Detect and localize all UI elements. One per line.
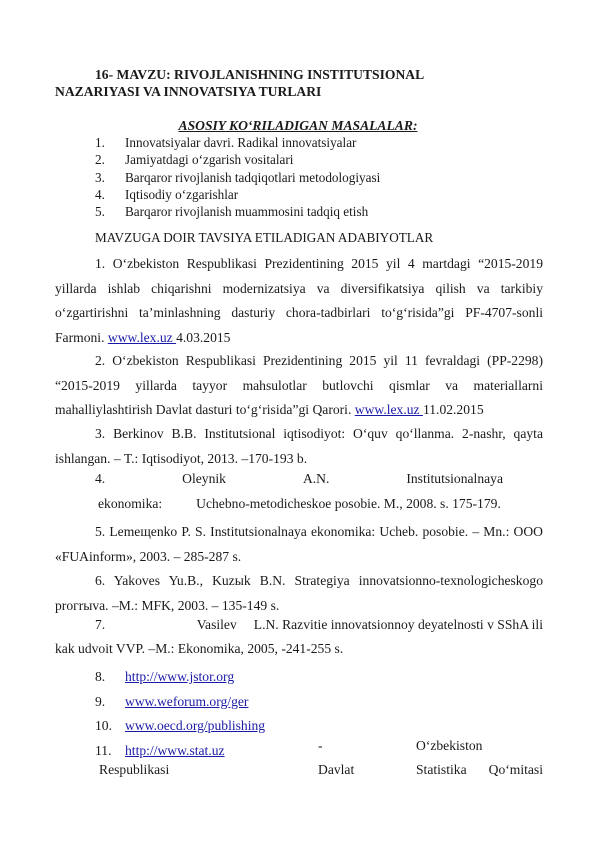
list-text: Innovatsiyalar davri. Radikal innovatsiyalar [125, 135, 357, 150]
web-link[interactable]: www.weforum.org/ger [125, 693, 249, 709]
list-number: 9. [95, 693, 106, 709]
web-link[interactable]: www.oecd.org/publishing [125, 718, 266, 733]
list-number: 1. [95, 135, 105, 150]
reference-date: 11.02.2015 [422, 402, 484, 417]
literature-heading: MAVZUGA DOIR TAVSIYA ETILADIGAN ADABIYOTLAR [95, 230, 434, 245]
stat-dash: - [318, 738, 323, 753]
title-line-2: NAZARIYASI VA INNOVATSIYA TURLARI [55, 84, 322, 99]
list-number: 2. [95, 152, 105, 168]
reference-3: 3. Berkinov B.B. Institutsional iqtisodiyot: O‘quv qo‘llanma. 2-nashr, qayta ishlangan. – T.: Iqtisodiyot, 2013. –170-193 b. [55, 426, 543, 466]
reference-text: Vasilev L.N. Razvitie innovatsionnoy deyatelnosti v SShA ili [196, 617, 543, 632]
reference-5: 5. Lemeщenko P. S. Institutsionalnaya ekonomika: Ucheb. posobie. – Mn.: OOO «FUAinform», 2003. – 285-287 s. [55, 524, 543, 564]
page-title [55, 66, 555, 100]
reference-number: 7. [95, 617, 106, 632]
list-number: 8. [95, 669, 106, 684]
list-item [95, 739, 265, 764]
reference-2 [55, 349, 543, 423]
list-number: 5. [95, 204, 105, 220]
reference-7-line-1 [95, 617, 543, 633]
reference-1 [55, 252, 543, 350]
reference-7-line-2: kak udvoit VVP. –M.: Ekonomika, 2005, -241-255 s. [55, 641, 344, 656]
reference-author: Oleynik [182, 471, 226, 486]
list-item [95, 690, 265, 715]
title-line-1: 16- MAVZU: RIVOJLANISHNING INSTITUTSIONAL [95, 67, 425, 82]
list-item [95, 134, 380, 151]
list-item [95, 665, 265, 690]
list-item [95, 714, 265, 739]
reference-4-line-1 [95, 471, 543, 487]
section-subheading: ASOSIY KO‘RILADIGAN MASALALAR: [178, 118, 418, 133]
reference-initials: A.N. [302, 471, 330, 486]
reference-text: 2. O‘zbekiston Respublikasi Prezidentining 2015 yil 11 fevraldagi (PP-2298) “2015-2019 yillarda tayyor mahsulotlar butlovchi qismlar va materiallarni mahalliylashtirish Davlat dasturi to‘g‘risida”gi Qarori. [55, 353, 543, 417]
reference-link[interactable]: www.lex.uz [354, 402, 423, 417]
list-item [95, 151, 380, 168]
reference-title-part: Institutsionalnaya [406, 471, 503, 486]
reference-link[interactable]: www.lex.uz [107, 329, 177, 345]
stat-word-republic: Respublikasi [99, 762, 170, 777]
stat-word-statistics: Statistika [416, 762, 467, 777]
web-link[interactable]: http://www.stat.uz [125, 742, 225, 758]
list-text: Barqaror rivojlanish tadqiqotlari metodologiyasi [125, 169, 381, 185]
list-text: Jamiyatdagi o‘zgarish vositalari [125, 152, 294, 168]
list-text: Barqaror rivojlanish muammosini tadqiq etish [125, 204, 369, 220]
task-list [95, 134, 380, 220]
stat-word-committee: Qo‘mitasi [488, 762, 543, 777]
reference-4-line-2: ekonomika: Uchebno-metodicheskoe posobie. M., 2008. s. 175-179. [98, 496, 501, 511]
web-link[interactable]: http://www.jstor.org [125, 669, 235, 684]
reference-text: 1. O‘zbekiston Respublikasi Prezidentining 2015 yil 4 martdagi “2015-2019 yillarda ishlab chiqarishni modernizatsiya va diversifikatsiya qilish va tarkibiy o‘zgartirishni ta’minlashning dasturiy chora-tadbirlari to‘g‘risida”gi PF-4707-sonli Farmoni. [55, 256, 543, 345]
stat-word-state: Davlat [318, 762, 355, 777]
reference-number: 4. [95, 471, 106, 486]
list-item [95, 186, 380, 203]
list-text: Iqtisodiy o‘zgarishlar [125, 186, 239, 202]
list-number: 3. [95, 169, 105, 185]
list-item [95, 203, 380, 220]
web-links-list [95, 665, 265, 763]
list-item [95, 169, 380, 186]
reference-6: 6. Yakoves Yu.B., Kuzыk B.N. Strategiya innovatsionno-texnologicheskogo prогrыva. –M.: MFK, 2003. – 135-149 s. [55, 573, 543, 613]
list-number: 10. [95, 718, 112, 733]
list-number: 4. [95, 186, 105, 202]
stat-word-country: O‘zbekiston [416, 738, 483, 753]
reference-date: 4.03.2015 [176, 329, 231, 345]
list-number: 11. [95, 742, 112, 758]
